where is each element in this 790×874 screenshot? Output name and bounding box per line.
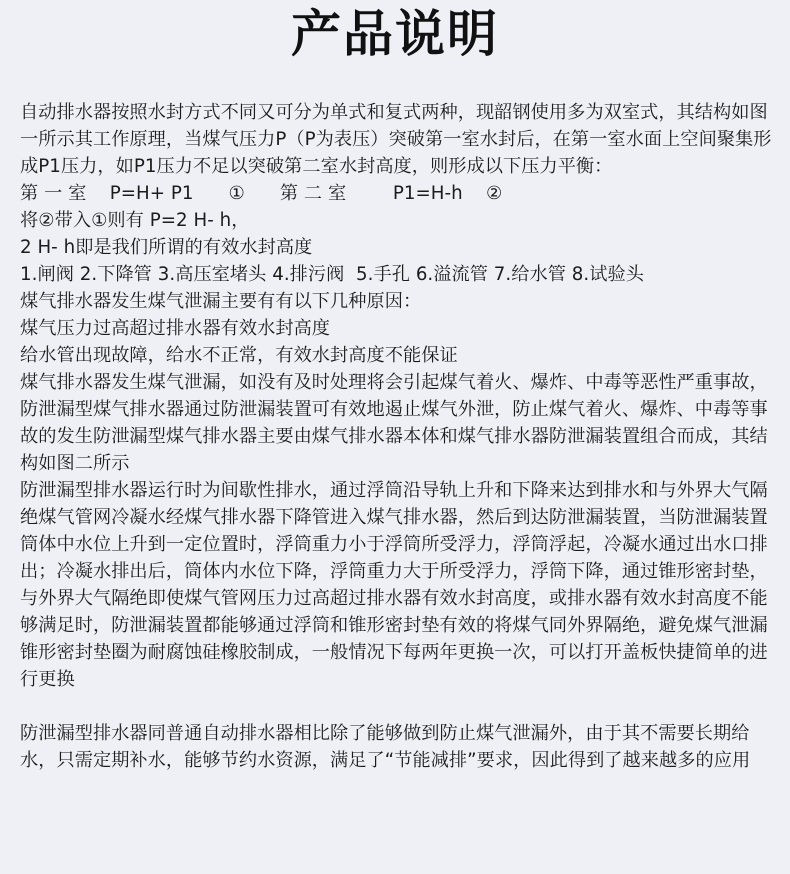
paragraph-parts-list: 1.闸阀 2.下降管 3.高压室堵头 4.排污阀 5.手孔 6.溢流管 7.给水管 8.试验头 xyxy=(20,264,644,285)
paragraph-advantages: 防泄漏型排水器同普通自动排水器相比除了能够做到防止煤气泄漏外，由于其不需要长期给水，只需定期补水，能够节约水资源，满足了“节能减排”要求，因此得到了越来越多的应用 xyxy=(20,723,751,771)
page-title: 产品说明 xyxy=(291,5,499,63)
paragraph-formula-balance: 第 一 室 P=H+ P1 ① 第 二 室 P1=H-h ② xyxy=(20,183,503,204)
paragraph-leak-cause-1: 煤气压力过高超过排水器有效水封高度 xyxy=(20,318,331,339)
paragraph-operation: 防泄漏型排水器运行时为间歇性排水，通过浮筒沿导轨上升和下降来达到排水和与外界大气隔绝煤气管网冷凝水经煤气排水器下降管进入煤气排水器，然后到达防泄漏装置，当防泄漏装置筒体中水位上升到一定位置时，浮筒重力小于浮筒所受浮力，浮筒浮起，冷凝水通过出水口排出；冷凝水排出后，筒体内水位下降，浮筒重力大于所受浮力，浮筒下降，通过锥形密封垫，与外界大气隔绝即使煤气管网压力过高超过排水器有效水封高度，或排水器有效水封高度不能够满足时，防泄漏装置都能够通过浮筒和锥形密封垫有效的将煤气同外界隔绝，避免煤气泄漏锥形密封垫圈为耐腐蚀硅橡胶制成，一般情况下每两年更换一次，可以打开盖板快捷简单的进行更换 xyxy=(20,480,768,690)
paragraph-effective-seal-height: 2 H- h即是我们所谓的有效水封高度 xyxy=(20,237,313,258)
paragraph-formula-substitution: 将②带入①则有 P=2 H- h， xyxy=(20,210,250,231)
paragraph-leak-causes-heading: 煤气排水器发生煤气泄漏主要有有以下几种原因： xyxy=(20,291,422,312)
paragraph-leak-prevention: 煤气排水器发生煤气泄漏，如没有及时处理将会引起煤气着火、爆炸、中毒等恶性严重事故，防泄漏型煤气排水器通过防泄漏装置可有效地遏止煤气外泄，防止煤气着火、爆炸、中毒等事故的发生防泄漏型煤气排水器主要由煤气排水器本体和煤气排水器防泄漏装置组合而成，其结构如图二所示 xyxy=(20,372,768,474)
paragraph-principle: 自动排水器按照水封方式不同又可分为单式和复式两种，现韶钢使用多为双室式，其结构如图一所示其工作原理，当煤气压力P（P为表压）突破第一室水封后，在第一室水面上空间聚集形成P1压力，如P1压力不足以突破第二室水封高度，则形成以下压力平衡： xyxy=(20,102,772,177)
paragraph-leak-cause-2: 给水管出现故障，给水不正常，有效水封高度不能保证 xyxy=(20,345,458,366)
description-body xyxy=(20,99,780,774)
